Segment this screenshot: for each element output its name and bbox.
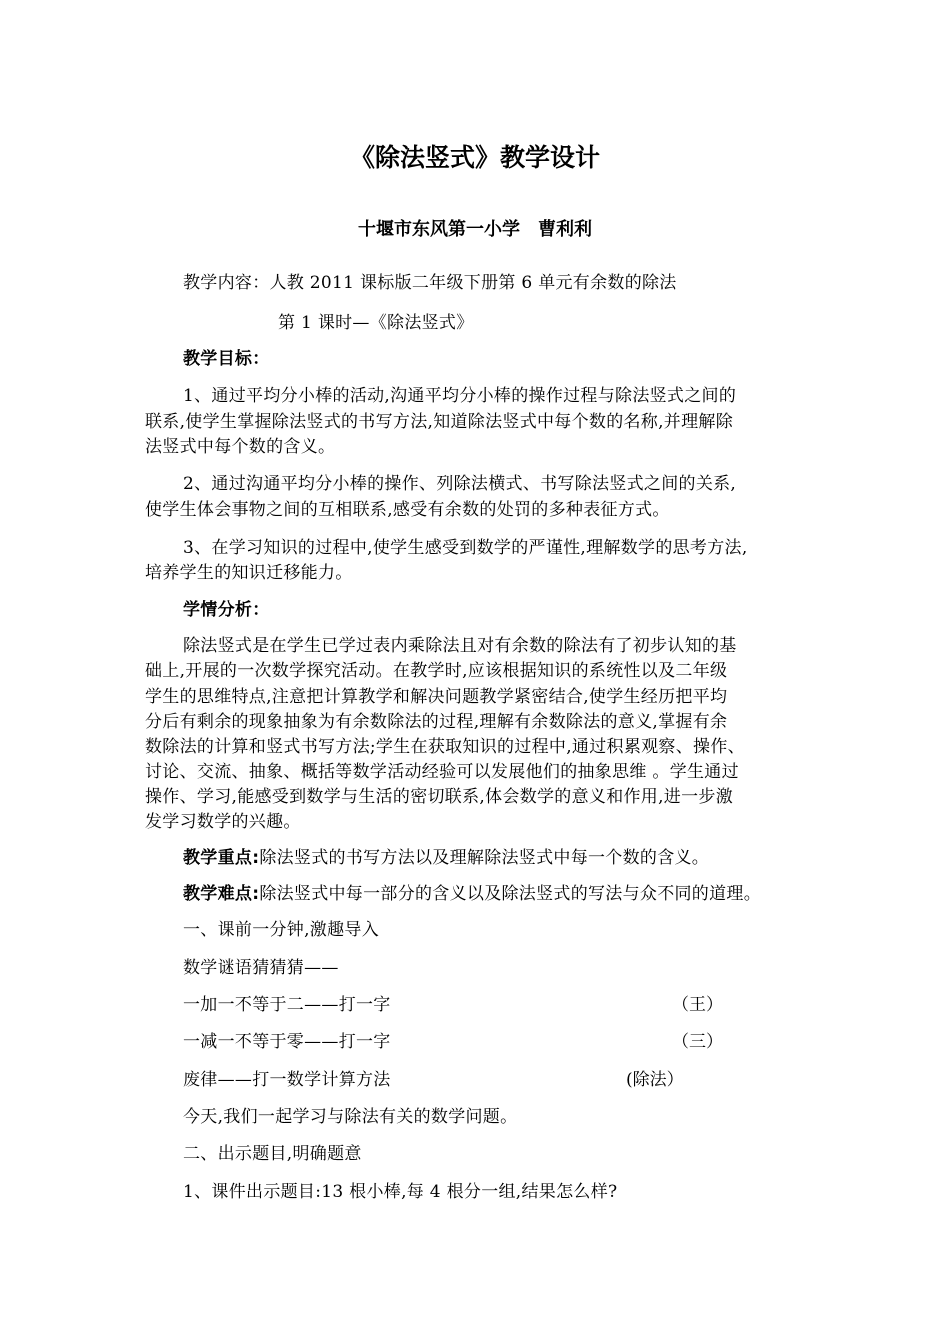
goal1-line2: 联系,使学生掌握除法竖式的书写方法,知道除法竖式中每个数的名称,并理解除 xyxy=(145,412,734,432)
riddle2-answer: （三） xyxy=(672,1032,723,1052)
analysis-line6: 讨论、交流、抽象、概括等数学活动经验可以发展他们的抽象思维 。学生通过 xyxy=(145,762,739,782)
riddle3-question: 废律——打一数学计算方法 xyxy=(183,1070,391,1090)
analysis-line8: 发学习数学的兴趣。 xyxy=(145,812,301,832)
teaching-content-label: 教学内容： xyxy=(183,273,270,293)
analysis-line1: 除法竖式是在学生已学过表内乘除法且对有余数的除法有了初步认知的基 xyxy=(183,636,737,656)
riddle1-question: 一加一不等于二——打一字 xyxy=(183,995,391,1015)
author-line: 十堰市东风第一小学 曹利利 xyxy=(358,219,592,240)
analysis-line2: 础上,开展的一次数学探究活动。在教学时,应该根据知识的系统性以及二年级 xyxy=(145,661,728,681)
section1-heading: 一、课前一分钟,激趣导入 xyxy=(183,920,380,940)
analysis-line5: 数除法的计算和竖式书写方法;学生在获取知识的过程中,通过积累观察、操作、 xyxy=(145,737,745,757)
difficulty-text: 除法竖式中每一部分的含义以及除法竖式的写法与众不同的道理。 xyxy=(259,884,762,904)
analysis-line7: 操作、学习,能感受到数学与生活的密切联系,体会数学的意义和作用,进一步激 xyxy=(145,787,734,807)
document-title: 《除法竖式》教学设计 xyxy=(349,143,600,172)
task1-line: 1、课件出示题目:13 根小棒,每 4 根分一组,结果怎么样? xyxy=(183,1182,618,1202)
difficulty xyxy=(183,882,761,906)
riddle3-answer: (除法） xyxy=(626,1070,684,1090)
riddle2-question: 一减一不等于零——打一字 xyxy=(183,1032,391,1052)
analysis-line4: 分后有剩余的现象抽象为有余数除法的过程,理解有余数除法的意义,掌握有余 xyxy=(145,712,728,732)
riddle-intro: 数学谜语猜猜猜—— xyxy=(183,958,339,978)
riddle1-answer: （王） xyxy=(672,995,723,1015)
lesson-line: 第 1 课时—《除法竖式》 xyxy=(278,313,474,333)
section2-heading: 二、出示题目,明确题意 xyxy=(183,1144,362,1164)
analysis-heading: 学情分析： xyxy=(183,600,270,620)
goal2-line1: 2、通过沟通平均分小棒的操作、列除法横式、书写除法竖式之间的关系, xyxy=(183,474,737,494)
goal3-line1: 3、在学习知识的过程中,使学生感受到数学的严谨性,理解数学的思考方法, xyxy=(183,538,748,558)
difficulty-label: 教学难点: xyxy=(183,884,260,904)
today-line: 今天,我们一起学习与除法有关的数学问题。 xyxy=(183,1107,518,1127)
key-point xyxy=(183,846,709,870)
goals-heading: 教学目标： xyxy=(183,349,270,369)
goal2-line2: 使学生体会事物之间的互相联系,感受有余数的处罚的多种表征方式。 xyxy=(145,500,670,520)
key-point-text: 除法竖式的书写方法以及理解除法竖式中每一个数的含义。 xyxy=(259,848,710,868)
teaching-content xyxy=(183,271,677,295)
teaching-content-text: 人教 2011 课标版二年级下册第 6 单元有余数的除法 xyxy=(269,273,677,293)
goal1-line3: 法竖式中每个数的含义。 xyxy=(145,437,336,457)
goal1-line1: 1、通过平均分小棒的活动,沟通平均分小棒的操作过程与除法竖式之间的 xyxy=(183,386,737,406)
goal3-line2: 培养学生的知识迁移能力。 xyxy=(145,563,353,583)
key-point-label: 教学重点: xyxy=(183,848,260,868)
analysis-line3: 学生的思维特点,注意把计算教学和解决问题教学紧密结合,使学生经历把平均 xyxy=(145,687,728,707)
